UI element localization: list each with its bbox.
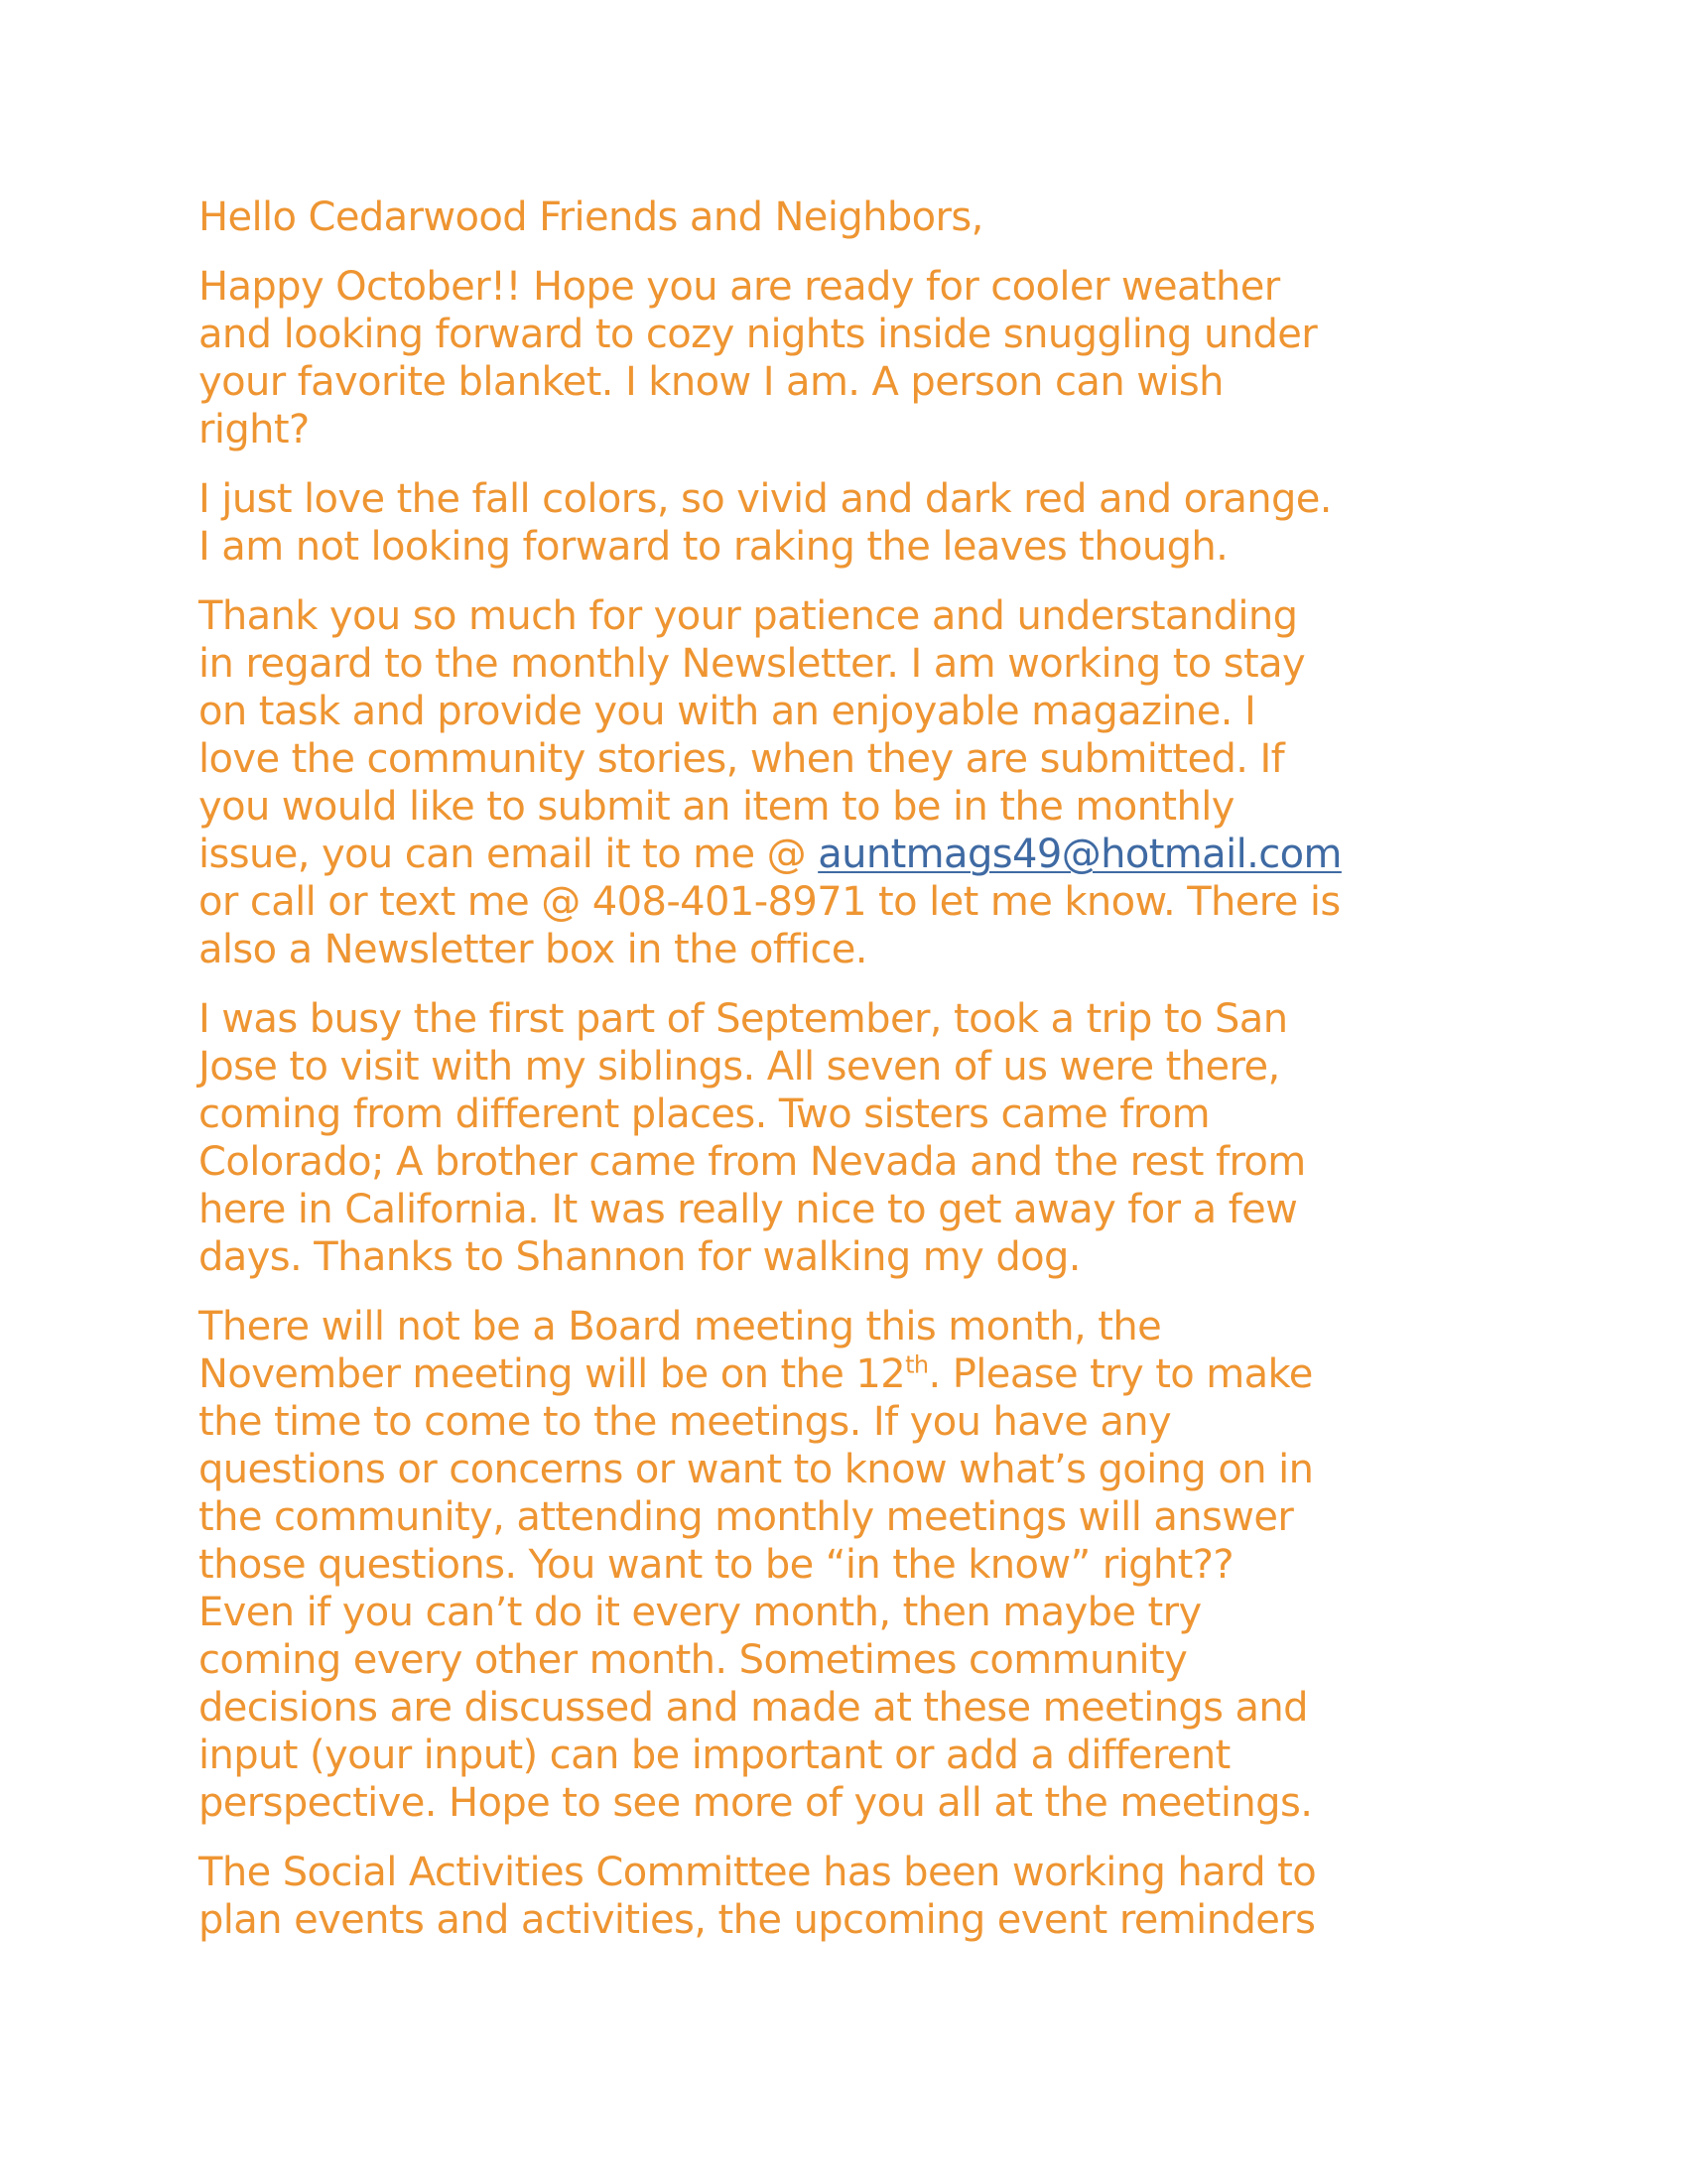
- text-line: those questions. You want to be “in the know” right??: [198, 1542, 1234, 1588]
- email-prefix: issue, you can email it to me @: [198, 832, 819, 877]
- text-line: Jose to visit with my siblings. All seven of us were there,: [198, 1044, 1280, 1090]
- paragraph-newsletter-submissions: [198, 592, 1508, 973]
- text-line: Thank you so much for your patience and understanding: [198, 593, 1298, 639]
- letter-body: [198, 193, 1508, 1966]
- text-line: perspective. Hope to see more of you all at the meetings.: [198, 1780, 1313, 1826]
- text-line: I was busy the first part of September, took a trip to San: [198, 996, 1288, 1042]
- paragraph-board-meeting: [198, 1303, 1508, 1827]
- meeting-date-after: . Please try to make: [928, 1351, 1313, 1397]
- text-line: in regard to the monthly Newsletter. I am working to stay: [198, 641, 1306, 687]
- text-line: coming every other month. Sometimes community: [198, 1637, 1188, 1683]
- text-line: coming from different places. Two sisters came from: [198, 1092, 1210, 1137]
- email-link[interactable]: auntmags49@hotmail.com: [818, 832, 1342, 877]
- text-line: the time to come to the meetings. If you have any: [198, 1399, 1172, 1445]
- meeting-date-before: November meeting will be on the 12: [198, 1351, 906, 1397]
- text-line: Happy October!! Hope you are ready for cooler weather: [198, 264, 1280, 310]
- paragraph-social-activities: [198, 1849, 1508, 1944]
- greeting: Hello Cedarwood Friends and Neighbors,: [198, 194, 983, 240]
- text-line-with-email: [198, 831, 1508, 878]
- text-line: Even if you can’t do it every month, then maybe try: [198, 1590, 1202, 1635]
- text-line: on task and provide you with an enjoyable magazine. I: [198, 689, 1256, 734]
- text-line: and looking forward to cozy nights inside snuggling under: [198, 312, 1318, 357]
- paragraph-fall-colors: [198, 475, 1508, 571]
- text-line: love the community stories, when they are submitted. If: [198, 736, 1285, 782]
- text-line: days. Thanks to Shannon for walking my dog.: [198, 1234, 1081, 1280]
- text-line: I just love the fall colors, so vivid and dark red and orange.: [198, 476, 1332, 522]
- text-line: input (your input) can be important or add a different: [198, 1733, 1231, 1778]
- text-line: you would like to submit an item to be in the monthly: [198, 784, 1234, 830]
- text-line: decisions are discussed and made at these meetings and: [198, 1685, 1308, 1731]
- text-line: here in California. It was really nice to get away for a few: [198, 1187, 1298, 1232]
- text-line: questions or concerns or want to know what’s going on in: [198, 1447, 1314, 1492]
- text-line: I am not looking forward to raking the leaves though.: [198, 524, 1229, 570]
- text-line: also a Newsletter box in the office.: [198, 927, 867, 972]
- text-line: your favorite blanket. I know I am. A person can wish: [198, 359, 1224, 405]
- text-line: The Social Activities Committee has been working hard to: [198, 1850, 1317, 1895]
- text-line: the community, attending monthly meetings will answer: [198, 1494, 1294, 1540]
- text-line: right?: [198, 407, 310, 452]
- text-line: or call or text me @ 408-401-8971 to let me know. There is: [198, 879, 1341, 925]
- ordinal-suffix: th: [905, 1350, 929, 1379]
- paragraph-october: [198, 263, 1508, 453]
- paragraph-september-trip: [198, 995, 1508, 1281]
- text-line: Colorado; A brother came from Nevada and the rest from: [198, 1139, 1306, 1185]
- text-line: There will not be a Board meeting this month, the: [198, 1304, 1162, 1349]
- text-line-meeting-date: [198, 1350, 1508, 1398]
- text-line: plan events and activities, the upcoming event reminders: [198, 1897, 1316, 1943]
